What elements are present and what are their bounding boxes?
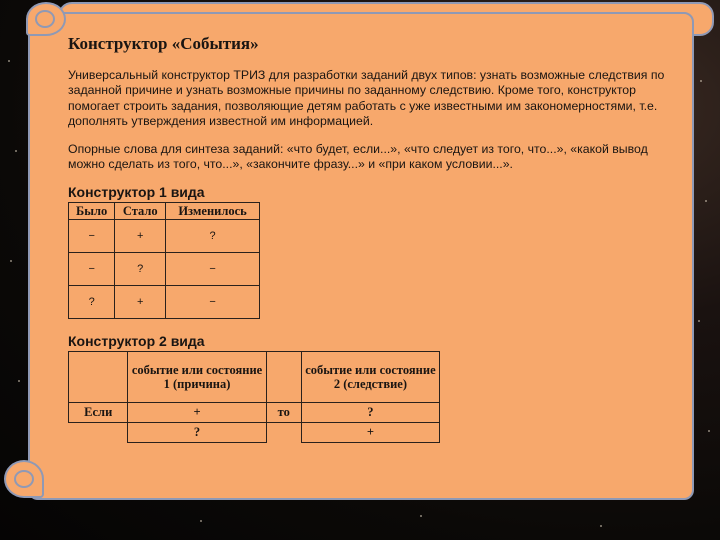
column-header: Стало — [115, 203, 166, 220]
scroll-curl-top-left — [26, 2, 66, 36]
column-header: Было — [69, 203, 115, 220]
cause-header: событие или состояние 1 (причина) — [128, 352, 266, 403]
table-row — [69, 286, 260, 319]
table-row — [69, 253, 260, 286]
table-header-row — [69, 352, 440, 403]
constructor1-heading: Конструктор 1 вида — [68, 184, 205, 201]
scroll-curl-bottom-left — [4, 460, 44, 498]
cause-cell: + — [128, 403, 266, 423]
support-words-paragraph: Опорные слова для синтеза заданий: «что будет, если...», «что следует из того, что...», «какой вывод можно сделать из того, что...», «закончите фразу...» и «при каком условии...». — [68, 141, 648, 172]
table-cell: + — [115, 220, 166, 253]
blank-cell — [266, 352, 301, 403]
if-cell: Если — [69, 403, 128, 423]
table-cell: − — [69, 220, 115, 253]
table-cell: + — [115, 286, 166, 319]
column-header: Изменилось — [166, 203, 260, 220]
constructor1-table — [68, 202, 260, 319]
constructor2-heading: Конструктор 2 вида — [68, 333, 205, 350]
table-cell: − — [69, 253, 115, 286]
table-cell: ? — [69, 286, 115, 319]
table-cell: − — [166, 286, 260, 319]
then-cell: то — [266, 403, 301, 423]
blank-cell — [69, 423, 128, 443]
description-paragraph: Универсальный конструктор ТРИЗ для разработки заданий двух типов: узнать возможные следствия по заданной причине и узнать возможные причины по заданному следствию. Кроме того, конструктор помогает строить задания, позволяющие детям работать с уже известными им закономерностями, т.е. дополнять утверждения известной им информацией. — [68, 68, 665, 129]
effect-header: событие или состояние 2 (следствие) — [301, 352, 439, 403]
table-row — [69, 220, 260, 253]
table-cell: ? — [115, 253, 166, 286]
slide-title: Конструктор «События» — [68, 34, 259, 53]
table-row — [69, 403, 440, 423]
blank-cell — [266, 423, 301, 443]
effect-cell: ? — [301, 403, 439, 423]
slide-content — [68, 34, 668, 443]
constructor2-table — [68, 351, 440, 443]
table-cell: − — [166, 253, 260, 286]
cause-cell: ? — [128, 423, 266, 443]
blank-cell — [69, 352, 128, 403]
effect-cell: + — [301, 423, 439, 443]
table-cell: ? — [166, 220, 260, 253]
table-row — [69, 423, 440, 443]
table-header-row — [69, 203, 260, 220]
